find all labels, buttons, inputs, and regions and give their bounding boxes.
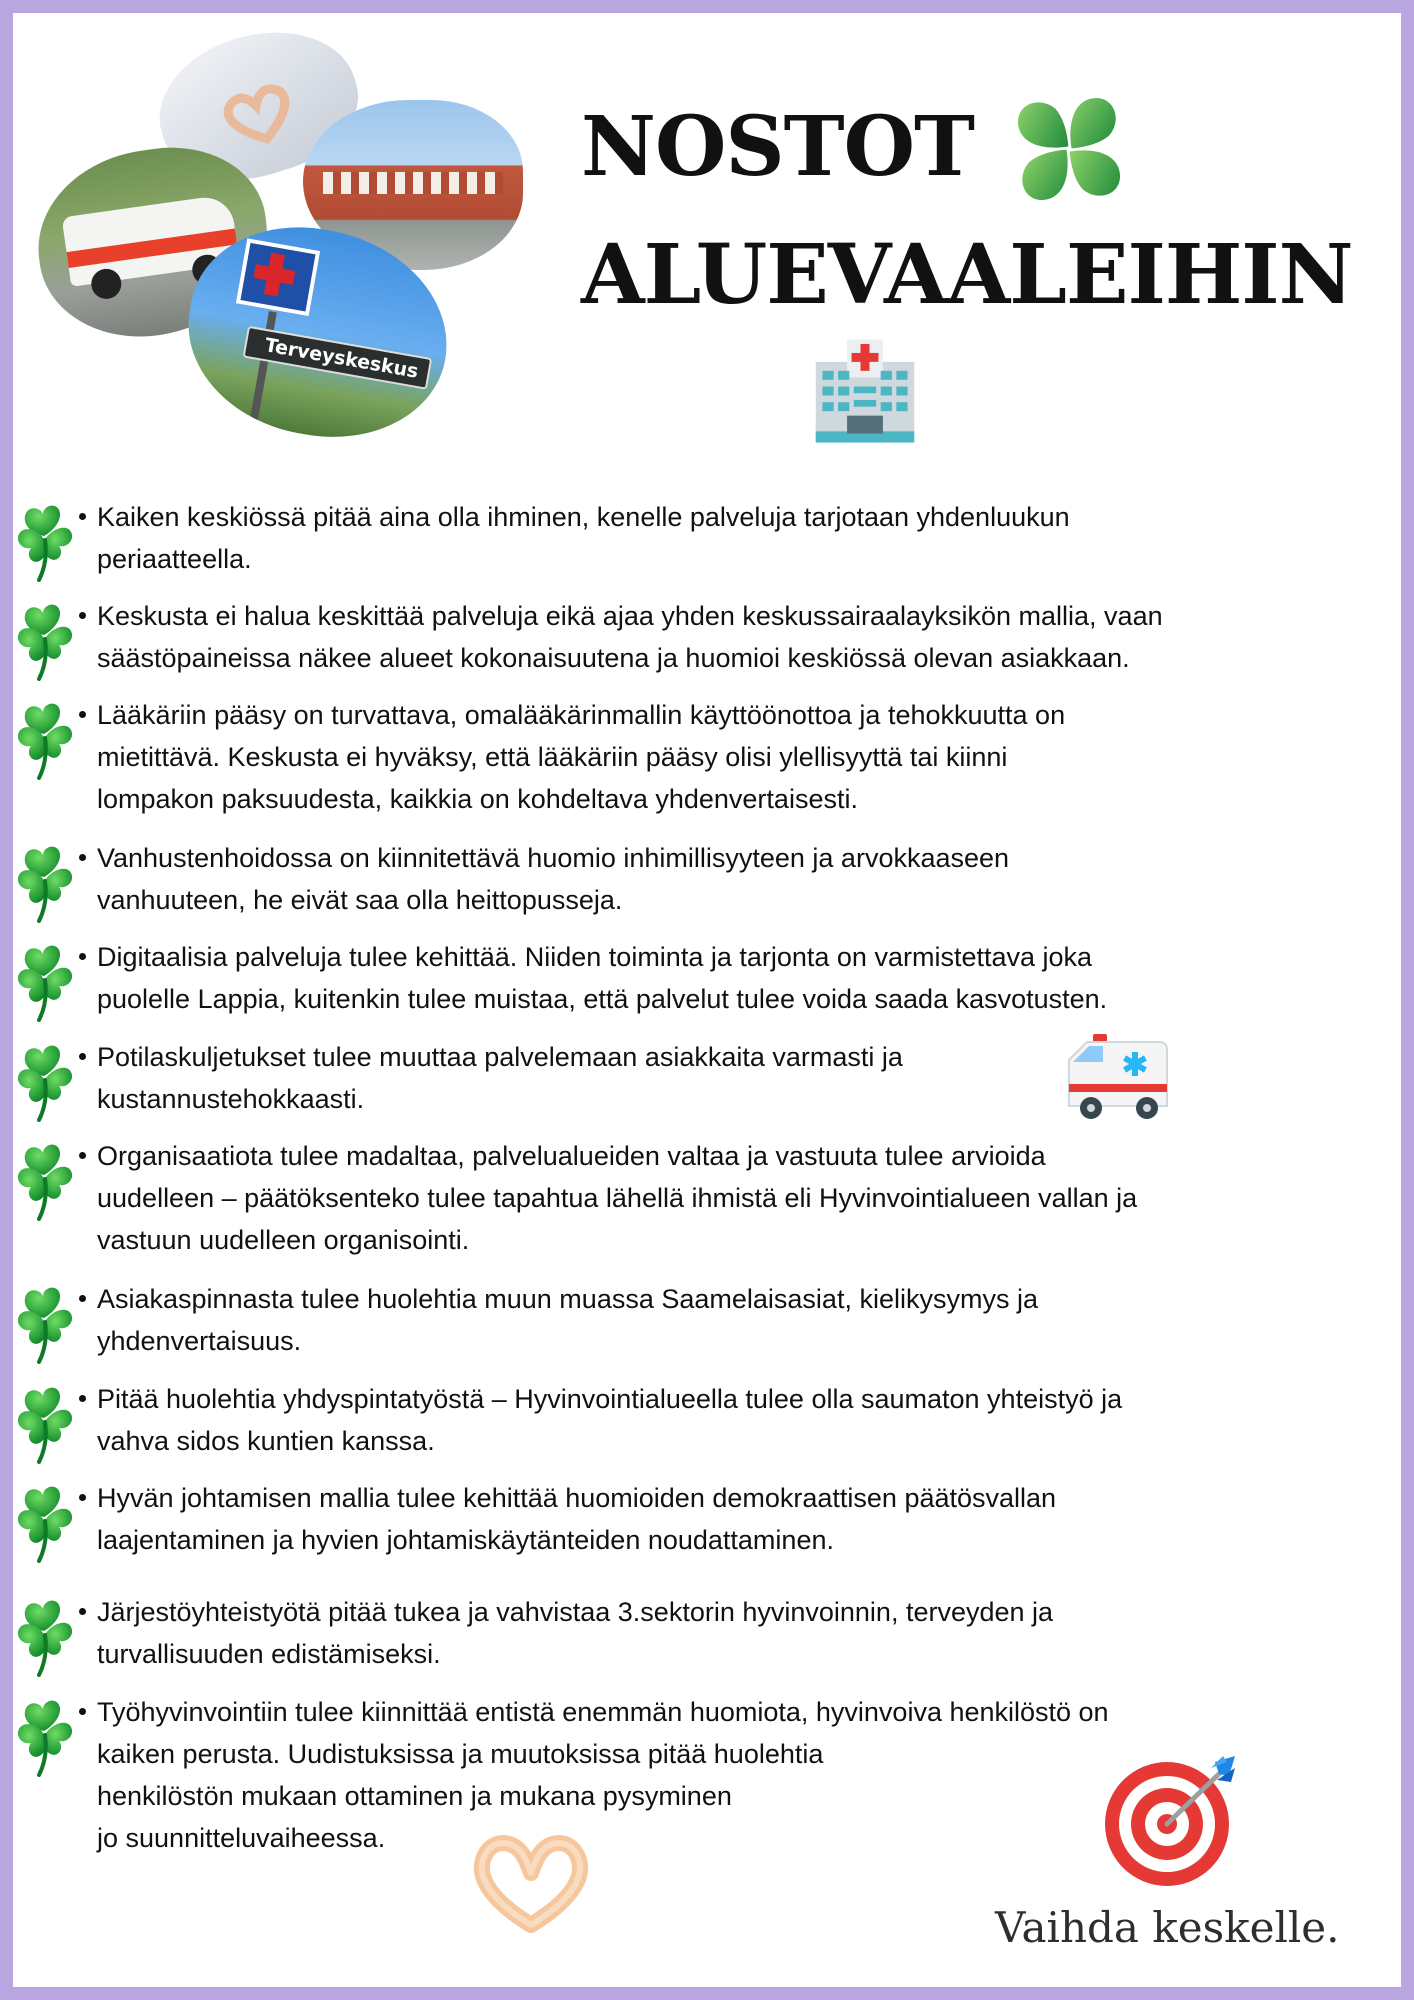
- sign-label: Terveyskeskus: [243, 326, 433, 390]
- shamrock-icon: [13, 839, 77, 923]
- key-points-list: [13, 13, 1401, 1987]
- bullet-dot: [79, 1608, 86, 1615]
- bullet-dot: [79, 1053, 86, 1060]
- direct-hit-target-icon: [1103, 1748, 1243, 1888]
- point-text: Pitää huolehtia yhdyspintatyöstä – Hyvinvointialueella tulee olla saumaton yhteistyö ja vahva sidos kuntien kanssa.: [97, 1384, 1123, 1456]
- point-text: Potilaskuljetukset tulee muuttaa palvelemaan asiakkaita varmasti ja kustannustehokkaasti.: [97, 1042, 903, 1114]
- point-text: Vanhustenhoidossa on kiinnitettävä huomio inhimillisyyteen ja arvokkaaseen vanhuuteen, he eivät saa olla heittopusseja.: [97, 843, 1010, 915]
- bullet-dot: [79, 513, 86, 520]
- title-line-1: NOSTOT: [581, 99, 975, 195]
- bullet-dot: [79, 1708, 86, 1715]
- shamrock-icon: [13, 1380, 77, 1464]
- point-text: Digitaalisia palveluja tulee kehittää. Niiden toiminta ja tarjonta on varmistettava joka puolelle Lappia, kuitenkin tulee muistaa, että palvelut tulee voida saada kasvotusten.: [97, 942, 1108, 1014]
- bullet-dot: [79, 854, 86, 861]
- point-text: Asiakaspinnasta tulee huolehtia muun muassa Saamelaisasiat, kielikysymys ja yhdenvertaisuus.: [97, 1284, 1038, 1356]
- title-line-2: ALUEVAALEIHIN: [581, 227, 1353, 323]
- point-text: Työhyvinvointiin tulee kiinnittää entistä enemmän huomiota, hyvinvoiva henkilöstö on kaiken perusta. Uudistuksissa ja muutoksissa pitää huolehtia henkilöstön mukaan ottaminen ja mukana pysyminen jo suunnitteluvaiheessa.: [97, 1697, 1109, 1853]
- shamrock-icon: [13, 1593, 77, 1677]
- shamrock-icon: [13, 696, 77, 780]
- shamrock-icon: [13, 1693, 77, 1777]
- shamrock-icon: [13, 1137, 77, 1221]
- shamrock-icon: [13, 1280, 77, 1364]
- bullet-dot: [79, 1295, 86, 1302]
- heart-hands-icon: [469, 1833, 593, 1933]
- point-text: Keskusta ei halua keskittää palveluja eikä ajaa yhden keskussairaalayksikön mallia, vaan säästöpaineissa näkee alueet kokonaisuutena ja huomioi keskiössä olevan asiakkaan.: [97, 601, 1163, 673]
- shamrock-icon: [13, 1479, 77, 1563]
- bullet-dot: [79, 612, 86, 619]
- point-text: Lääkäriin pääsy on turvattava, omalääkärinmallin käyttöönottoa ja tehokkuutta on mietittävä. Keskusta ei hyväksy, että lääkäriin pääsy olisi ylellisyyttä tai kiinni lompakon paksuudesta, kaikkia on kohdeltava yhdenvertaisesti.: [97, 700, 1066, 814]
- bullet-dot: [79, 953, 86, 960]
- ambulance-icon: [1063, 1030, 1175, 1126]
- shamrock-icon: [13, 1038, 77, 1122]
- shamrock-icon: [13, 938, 77, 1022]
- bullet-dot: [79, 1494, 86, 1501]
- bullet-dot: [79, 711, 86, 718]
- point-text: Organisaatiota tulee madaltaa, palvelualueiden valtaa ja vastuuta tulee arvioida uudelleen – päätöksenteko tulee tapahtua lähellä ihmistä eli Hyvinvointialueen vallan ja vastuun uudelleen organisointi.: [97, 1141, 1138, 1255]
- bullet-dot: [79, 1395, 86, 1402]
- shamrock-icon: [13, 498, 77, 582]
- point-text: Hyvän johtamisen mallia tulee kehittää huomioiden demokraattisen päätösvallan laajentaminen ja hyvien johtamiskäytänteiden noudattaminen.: [97, 1483, 1057, 1555]
- poster: [13, 13, 1401, 1987]
- point-text: Kaiken keskiössä pitää aina olla ihminen, kenelle palveluja tarjotaan yhdenluukun periaatteella.: [97, 502, 1070, 574]
- shamrock-icon: [13, 597, 77, 681]
- bullet-dot: [79, 1152, 86, 1159]
- slogan: Vaihda keskelle.: [995, 1903, 1340, 1952]
- point-text: Järjestöyhteistyötä pitää tukea ja vahvistaa 3.sektorin hyvinvoinnin, terveyden ja turvallisuuden edistämiseksi.: [97, 1597, 1054, 1669]
